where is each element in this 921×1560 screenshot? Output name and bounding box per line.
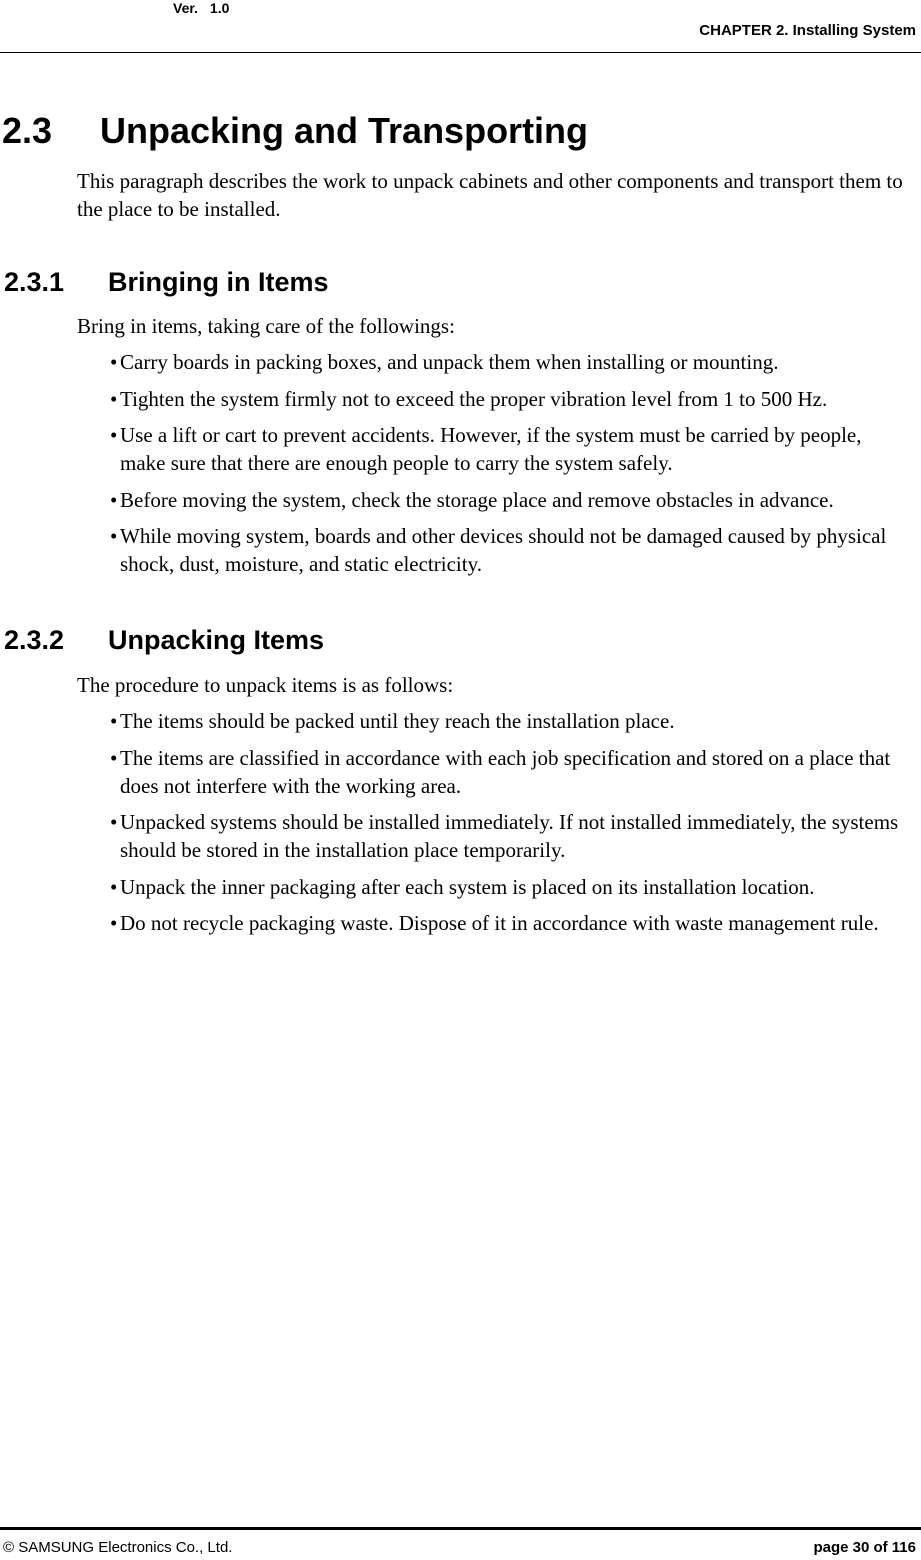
bullet-icon: • — [110, 709, 118, 733]
bullet-icon: • — [110, 386, 118, 411]
section-title: Unpacking and Transporting — [100, 110, 589, 151]
list-item-text: Unpack the inner packaging after each system is placed on its installation location. — [120, 874, 815, 899]
bullet-icon: • — [110, 745, 118, 770]
subsection-number: 2.3.2 — [4, 625, 65, 655]
subsection-intro: Bring in items, taking care of the followings: — [77, 314, 455, 338]
subsection-heading-unpacking — [4, 624, 325, 656]
list-item — [0, 421, 921, 477]
list-item-text: Tighten the system firmly not to exceed the proper vibration level from 1 to 500 Hz. — [120, 386, 828, 411]
chapter-title: CHAPTER 2. Installing System — [699, 22, 916, 39]
bullet-icon: • — [110, 524, 118, 548]
bullet-icon: • — [110, 423, 118, 447]
section-number: 2.3 — [2, 110, 53, 151]
bullet-icon: • — [110, 350, 118, 374]
section-intro: This paragraph describes the work to unpack cabinets and other components and transport them to the place to be installed. — [77, 169, 903, 221]
list-item — [0, 486, 921, 514]
bringing-items-list — [0, 348, 921, 587]
unpacking-items-list — [0, 707, 921, 946]
subsection-title: Bringing in Items — [108, 267, 329, 297]
subsection-title: Unpacking Items — [108, 625, 325, 655]
list-item-text: Unpacked systems should be installed immediately. If not installed immediately, the systems should be stored in the installation place temporarily. — [120, 810, 899, 862]
list-item — [0, 348, 921, 376]
bullet-icon: • — [110, 874, 118, 899]
list-item-text: The items should be packed until they reach the installation place. — [120, 709, 675, 733]
list-item — [0, 707, 921, 735]
list-item — [0, 909, 921, 937]
bullet-icon: • — [110, 911, 118, 935]
subsection-heading-bringing — [4, 266, 329, 298]
version-label-text: Ver. — [173, 0, 198, 16]
bullet-icon: • — [110, 810, 118, 834]
header-divider — [0, 52, 921, 53]
subsection-intro: The procedure to unpack items is as follows: — [77, 673, 454, 697]
list-item-text: While moving system, boards and other devices should not be damaged caused by physical shock, dust, moisture, and static electricity. — [120, 524, 887, 576]
bullet-icon: • — [110, 487, 118, 512]
list-item — [0, 873, 921, 901]
list-item-text: Do not recycle packaging waste. Dispose of it in accordance with waste management rule. — [120, 911, 879, 935]
list-item — [0, 744, 921, 800]
version-label — [173, 0, 229, 16]
list-item — [0, 522, 921, 578]
page-number: page 30 of 116 — [813, 1539, 916, 1556]
list-item-text: Use a lift or cart to prevent accidents. However, if the system must be carried by people, make sure that there are enough people to carry the system safely. — [120, 423, 862, 475]
section-heading — [2, 110, 589, 152]
list-item — [0, 808, 921, 864]
list-item-text: Carry boards in packing boxes, and unpack them when installing or mounting. — [120, 350, 779, 374]
version-number: 1.0 — [209, 0, 230, 16]
subsection-number: 2.3.1 — [4, 267, 65, 297]
footer-divider — [0, 1527, 921, 1530]
list-item-text: The items are classified in accordance with each job specification and stored on a place that does not interfere with the working area. — [120, 745, 891, 798]
footer-copyright: © SAMSUNG Electronics Co., Ltd. — [3, 1539, 233, 1556]
list-item — [0, 385, 921, 413]
list-item-text: Before moving the system, check the storage place and remove obstacles in advance. — [120, 487, 834, 512]
